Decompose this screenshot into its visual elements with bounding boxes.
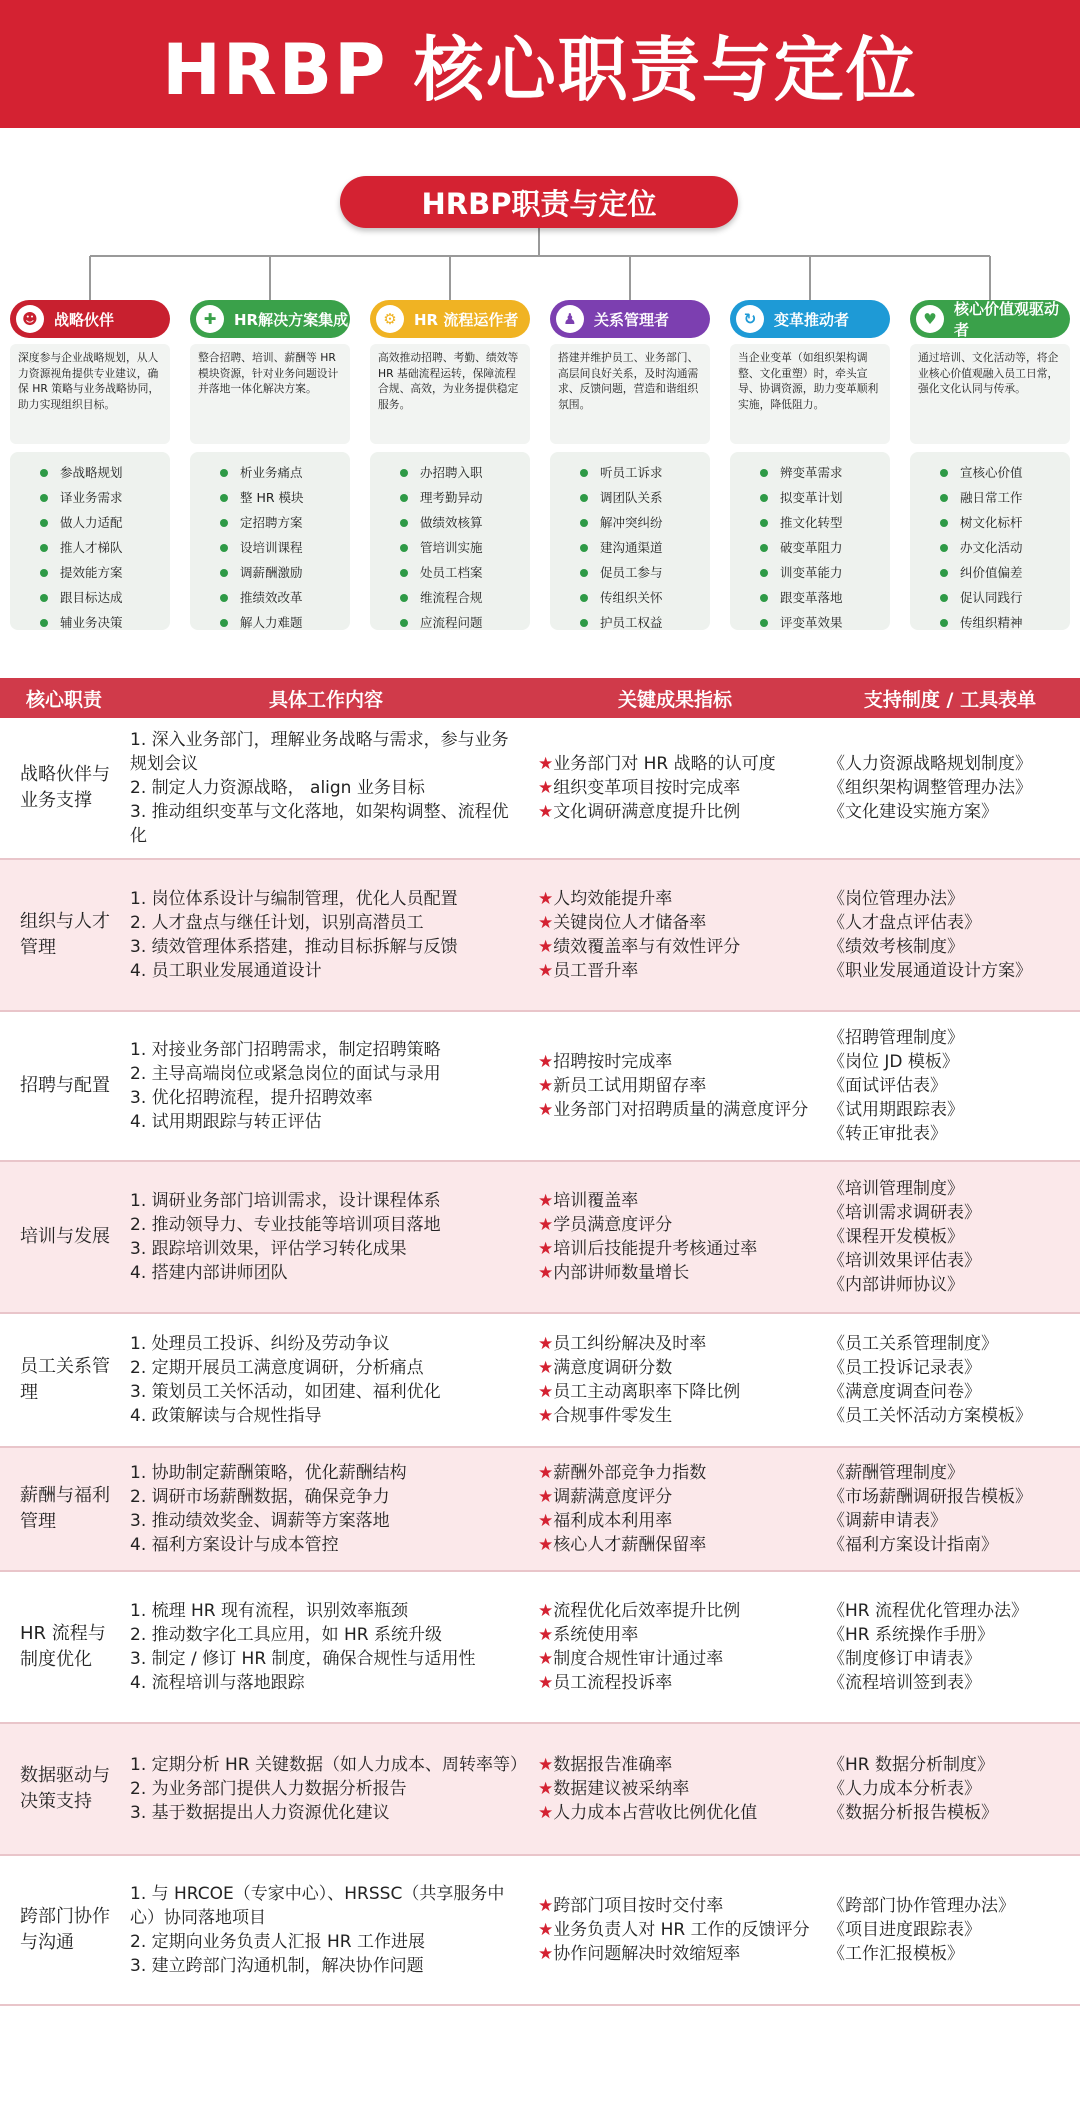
work-item: 1. 调研业务部门培训需求，设计课程体系	[130, 1191, 441, 1211]
tool-item: 《转正审批表》	[828, 1124, 947, 1144]
kpi-item	[538, 887, 812, 911]
kpi-text: 培训后技能提升考核通过率	[553, 1239, 758, 1259]
kpi-item	[538, 1942, 812, 1966]
kpi-text: 系统使用率	[553, 1625, 639, 1645]
star-icon: ★	[538, 1535, 554, 1555]
star-icon: ★	[538, 1896, 554, 1916]
tools-cell	[820, 1161, 1080, 1313]
kpi-item	[538, 1098, 812, 1122]
star-icon: ★	[538, 1215, 554, 1235]
tool-item: 《HR 数据分析制度》	[828, 1755, 994, 1775]
kpi-item	[538, 1356, 812, 1380]
kpi-item	[538, 1599, 812, 1623]
kpi-item	[538, 1074, 812, 1098]
star-icon: ★	[538, 1406, 554, 1426]
kpi-text: 人力成本占营收比例优化值	[553, 1803, 758, 1823]
list-item: 融日常工作	[938, 485, 1070, 510]
duty-cell: 战略伙伴与业务支撑	[20, 764, 110, 811]
list-item: 推文化转型	[758, 510, 890, 535]
role-column	[370, 300, 530, 630]
kpi-item	[538, 1213, 812, 1237]
tool-item: 《人力成本分析表》	[828, 1779, 981, 1799]
list-item: 调薪酬激励	[218, 560, 350, 585]
tool-item: 《绩效考核制度》	[828, 937, 964, 957]
work-item: 3. 基于数据提出人力资源优化建议	[130, 1803, 390, 1823]
list-item: 跟目标达成	[38, 585, 170, 610]
table-row	[0, 1161, 1080, 1313]
header-work: 具体工作内容	[122, 678, 530, 718]
tools-cell	[820, 1855, 1080, 2005]
role-column	[190, 300, 350, 630]
kpi-item	[538, 1647, 812, 1671]
work-item: 1. 处理员工投诉、纠纷及劳动争议	[130, 1334, 390, 1354]
table-row	[0, 859, 1080, 1011]
work-item: 4. 搭建内部讲师团队	[130, 1263, 288, 1283]
star-icon: ★	[538, 1511, 554, 1531]
star-icon: ★	[538, 1920, 554, 1940]
kpi-item	[538, 1623, 812, 1647]
tools-cell	[820, 1571, 1080, 1723]
tool-item: 《招聘管理制度》	[828, 1028, 964, 1048]
star-icon: ★	[538, 1052, 554, 1072]
star-icon: ★	[538, 1944, 554, 1964]
kpi-item	[538, 1237, 812, 1261]
person-icon: ☻	[16, 305, 44, 333]
list-item: 建沟通渠道	[578, 535, 710, 560]
star-icon: ★	[538, 1191, 554, 1211]
table-row	[0, 1011, 1080, 1161]
tool-item: 《满意度调查问卷》	[828, 1382, 981, 1402]
list-item: 训变革能力	[758, 560, 890, 585]
list-item: 理考勤异动	[398, 485, 530, 510]
tools-cell	[820, 1313, 1080, 1447]
kpi-cell	[530, 1855, 820, 2005]
list-item: 促员工参与	[578, 560, 710, 585]
tools-cell	[820, 1011, 1080, 1161]
kpi-text: 组织变革项目按时完成率	[553, 778, 741, 798]
tool-item: 《内部讲师协议》	[828, 1275, 964, 1295]
star-icon: ★	[538, 754, 554, 774]
tools-cell	[820, 718, 1080, 859]
kpi-item	[538, 1509, 812, 1533]
work-item: 2. 为业务部门提供人力数据分析报告	[130, 1779, 407, 1799]
kpi-text: 福利成本利用率	[553, 1511, 673, 1531]
kpi-text: 数据报告准确率	[553, 1755, 673, 1775]
kpi-item	[538, 1189, 812, 1213]
kpi-item	[538, 1894, 812, 1918]
tool-item: 《职业发展通道设计方案》	[828, 961, 1032, 981]
role-name: 关系管理者	[594, 310, 670, 329]
kpi-text: 新员工试用期留存率	[553, 1076, 707, 1096]
kpi-cell	[530, 718, 820, 859]
kpi-cell	[530, 1571, 820, 1723]
tool-item: 《制度修订申请表》	[828, 1649, 981, 1669]
list-item: 管培训实施	[398, 535, 530, 560]
list-item: 处员工档案	[398, 560, 530, 585]
work-item: 1. 梳理 HR 现有流程，识别效率瓶颈	[130, 1601, 409, 1621]
kpi-text: 协作问题解决时效缩短率	[553, 1944, 741, 1964]
work-item: 2. 调研市场薪酬数据，确保竞争力	[130, 1487, 390, 1507]
role-description: 通过培训、文化活动等，将企业核心价值观融入员工日常，强化文化认同与传承。	[910, 344, 1070, 444]
duty-cell: 数据驱动与决策支持	[0, 1723, 122, 1855]
work-cell	[122, 1161, 530, 1313]
table-header-row	[0, 678, 1080, 718]
table-row	[0, 1571, 1080, 1723]
kpi-text: 跨部门项目按时交付率	[553, 1896, 724, 1916]
kpi-item	[538, 911, 812, 935]
list-item: 析业务痛点	[218, 460, 350, 485]
work-item: 3. 推动组织变革与文化落地，如架构调整、流程优化	[130, 802, 509, 846]
kpi-text: 文化调研满意度提升比例	[553, 802, 741, 822]
kpi-cell	[530, 1011, 820, 1161]
duty-cell: 薪酬与福利管理	[0, 1447, 122, 1571]
tool-item: 《跨部门协作管理办法》	[828, 1896, 1015, 1916]
work-item: 4. 流程培训与落地跟踪	[130, 1673, 305, 1693]
tool-item: 《流程培训签到表》	[828, 1673, 981, 1693]
kpi-text: 制度合规性审计通过率	[553, 1649, 724, 1669]
duty-cell: 组织与人才管理	[0, 859, 122, 1011]
work-item: 1. 对接业务部门招聘需求，制定招聘策略	[130, 1040, 441, 1060]
list-item: 传组织精神	[938, 610, 1070, 635]
tool-item: 《岗位 JD 模板》	[828, 1052, 959, 1072]
work-item: 3. 建立跨部门沟通机制，解决协作问题	[130, 1956, 424, 1976]
work-item: 2. 推动领导力、专业技能等培训项目落地	[130, 1215, 441, 1235]
list-item: 设培训课程	[218, 535, 350, 560]
list-item: 推人才梯队	[38, 535, 170, 560]
role-chip	[370, 300, 530, 338]
kpi-item	[538, 1533, 812, 1557]
role-column	[910, 300, 1070, 630]
heart-icon: ♥	[916, 305, 944, 333]
star-icon: ★	[538, 961, 554, 981]
tool-item: 《培训需求调研表》	[828, 1203, 981, 1223]
role-name: HR 流程运作者	[414, 310, 519, 329]
kpi-cell	[530, 859, 820, 1011]
duty-cell: 招聘与配置	[20, 1075, 110, 1096]
duties-table	[0, 678, 1080, 2006]
kpi-text: 人均效能提升率	[553, 889, 673, 909]
kpi-item	[538, 1404, 812, 1428]
connector-lines	[0, 128, 1080, 328]
kpi-item	[538, 1050, 812, 1074]
star-icon: ★	[538, 913, 554, 933]
role-name: 核心价值观驱动者	[954, 300, 1060, 339]
role-tasks	[910, 452, 1070, 630]
kpi-item	[538, 776, 812, 800]
tool-item: 《培训管理制度》	[828, 1179, 964, 1199]
work-item: 3. 策划员工关怀活动，如团建、福利优化	[130, 1382, 441, 1402]
star-icon: ★	[538, 889, 554, 909]
tool-item: 《薪酬管理制度》	[828, 1463, 964, 1483]
work-item: 3. 绩效管理体系搭建，推动目标拆解与反馈	[130, 937, 458, 957]
table-row	[0, 1447, 1080, 1571]
role-tasks	[730, 452, 890, 630]
star-icon: ★	[538, 802, 554, 822]
kpi-item	[538, 1332, 812, 1356]
role-tasks	[550, 452, 710, 630]
kpi-text: 合规事件零发生	[553, 1406, 673, 1426]
work-item: 4. 试用期跟踪与转正评估	[130, 1112, 322, 1132]
tool-item: 《调薪申请表》	[828, 1511, 947, 1531]
tool-item: 《人力资源战略规划制度》	[828, 754, 1032, 774]
work-item: 1. 深入业务部门，理解业务战略与需求，参与业务规划会议	[130, 730, 509, 774]
role-chip	[730, 300, 890, 338]
list-item: 听员工诉求	[578, 460, 710, 485]
list-item: 提效能方案	[38, 560, 170, 585]
star-icon: ★	[538, 1239, 554, 1259]
tool-item: 《数据分析报告模板》	[828, 1803, 998, 1823]
kpi-cell	[530, 1161, 820, 1313]
tool-item: 《员工关系管理制度》	[828, 1334, 998, 1354]
kpi-item	[538, 935, 812, 959]
list-item: 解冲突纠纷	[578, 510, 710, 535]
kpi-item	[538, 1801, 812, 1825]
role-description: 当企业变革（如组织架构调整、文化重塑）时，牵头宣导、协调资源，助力变革顺利实施，降低阻力。	[730, 344, 890, 444]
tool-item: 《工作汇报模板》	[828, 1944, 964, 1964]
star-icon: ★	[538, 778, 554, 798]
work-cell	[122, 1855, 530, 2005]
tools-cell	[820, 1447, 1080, 1571]
tool-item: 《HR 流程优化管理办法》	[828, 1601, 1028, 1621]
star-icon: ★	[538, 1358, 554, 1378]
star-icon: ★	[538, 1076, 554, 1096]
work-item: 3. 优化招聘流程，提升招聘效率	[130, 1088, 373, 1108]
people-icon: ♟	[556, 305, 584, 333]
work-item: 3. 推动绩效奖金、调薪等方案落地	[130, 1511, 390, 1531]
kpi-text: 绩效覆盖率与有效性评分	[553, 937, 741, 957]
roles-section	[0, 128, 1080, 630]
work-item: 3. 跟踪培训效果，评估学习转化成果	[130, 1239, 407, 1259]
tool-item: 《课程开发模板》	[828, 1227, 964, 1247]
kpi-text: 核心人才薪酬保留率	[553, 1535, 707, 1555]
kpi-text: 业务部门对招聘质量的满意度评分	[553, 1100, 809, 1120]
kpi-item	[538, 1485, 812, 1509]
list-item: 传组织关怀	[578, 585, 710, 610]
role-description: 高效推动招聘、考勤、绩效等 HR 基础流程运转，保障流程合规、高效，为业务提供稳定服务。	[370, 344, 530, 444]
star-icon: ★	[538, 1100, 554, 1120]
tool-item: 《福利方案设计指南》	[828, 1535, 998, 1555]
kpi-text: 员工纠纷解决及时率	[553, 1334, 707, 1354]
star-icon: ★	[538, 1601, 554, 1621]
work-item: 1. 定期分析 HR 关键数据（如人力成本、周转率等）	[130, 1755, 528, 1775]
role-tasks	[370, 452, 530, 630]
tool-item: 《试用期跟踪表》	[828, 1100, 964, 1120]
list-item: 树文化标杆	[938, 510, 1070, 535]
kpi-text: 内部讲师数量增长	[553, 1263, 690, 1283]
role-description: 深度参与企业战略规划，从人力资源视角提供专业建议，确保 HR 策略与业务战略协同，助力实现组织目标。	[10, 344, 170, 444]
role-chip	[190, 300, 350, 338]
work-cell	[122, 1011, 530, 1161]
work-cell	[122, 859, 530, 1011]
kpi-text: 员工晋升率	[553, 961, 639, 981]
work-item: 2. 制定人力资源战略， align 业务目标	[130, 778, 425, 798]
kpi-item	[538, 959, 812, 983]
duty-cell: 员工关系管理	[20, 1356, 110, 1403]
kpi-text: 调薪满意度评分	[553, 1487, 673, 1507]
subtitle-pill: HRBP职责与定位	[340, 176, 738, 228]
tool-item: 《人才盘点评估表》	[828, 913, 981, 933]
work-item: 2. 人才盘点与继任计划，识别高潜员工	[130, 913, 424, 933]
role-name: HR解决方案集成	[234, 310, 349, 329]
list-item: 定招聘方案	[218, 510, 350, 535]
star-icon: ★	[538, 1755, 554, 1775]
tool-item: 《员工关怀活动方案模板》	[828, 1406, 1032, 1426]
work-cell	[122, 1723, 530, 1855]
work-item: 4. 政策解读与合规性指导	[130, 1406, 322, 1426]
list-item: 护员工权益	[578, 610, 710, 635]
role-column	[550, 300, 710, 630]
star-icon: ★	[538, 1382, 554, 1402]
role-description: 搭建并维护员工、业务部门、高层间良好关系，及时沟通需求、反馈问题，营造和谐组织氛围。	[550, 344, 710, 444]
star-icon: ★	[538, 1779, 554, 1799]
star-icon: ★	[538, 1263, 554, 1283]
work-item: 4. 员工职业发展通道设计	[130, 961, 322, 981]
list-item: 解人力难题	[218, 610, 350, 635]
role-chip	[10, 300, 170, 338]
puzzle-icon: ✚	[196, 305, 224, 333]
work-item: 3. 制定 / 修订 HR 制度，确保合规性与适用性	[130, 1649, 476, 1669]
role-tasks	[10, 452, 170, 630]
kpi-item	[538, 1918, 812, 1942]
title-banner	[0, 0, 1080, 128]
role-description: 整合招聘、培训、薪酬等 HR 模块资源，针对业务问题设计并落地一体化解决方案。	[190, 344, 350, 444]
page-title: HRBP 核心职责与定位	[162, 28, 918, 111]
list-item: 拟变革计划	[758, 485, 890, 510]
list-item: 做绩效核算	[398, 510, 530, 535]
list-item: 办文化活动	[938, 535, 1070, 560]
work-item: 2. 定期开展员工满意度调研，分析痛点	[130, 1358, 424, 1378]
kpi-text: 薪酬外部竞争力指数	[553, 1463, 707, 1483]
gear-icon: ⚙	[376, 305, 404, 333]
duty-cell: 跨部门协作与沟通	[20, 1906, 110, 1953]
kpi-text: 员工主动离职率下降比例	[553, 1382, 741, 1402]
star-icon: ★	[538, 1334, 554, 1354]
star-icon: ★	[538, 1673, 554, 1693]
list-item: 促认同践行	[938, 585, 1070, 610]
work-item: 2. 推动数字化工具应用，如 HR 系统升级	[130, 1625, 443, 1645]
table-row	[0, 1855, 1080, 2005]
kpi-cell	[530, 1447, 820, 1571]
star-icon: ★	[538, 1649, 554, 1669]
kpi-text: 数据建议被采纳率	[553, 1779, 690, 1799]
list-item: 评变革效果	[758, 610, 890, 635]
kpi-item	[538, 1380, 812, 1404]
role-chip	[910, 300, 1070, 338]
kpi-text: 招聘按时完成率	[553, 1052, 673, 1072]
table-row	[0, 1313, 1080, 1447]
work-cell	[122, 1313, 530, 1447]
tool-item: 《岗位管理办法》	[828, 889, 964, 909]
star-icon: ★	[538, 1803, 554, 1823]
work-item: 1. 岗位体系设计与编制管理，优化人员配置	[130, 889, 458, 909]
refresh-icon: ↻	[736, 305, 764, 333]
kpi-text: 关键岗位人才储备率	[553, 913, 707, 933]
tool-item: 《项目进度跟踪表》	[828, 1920, 981, 1940]
kpi-item	[538, 1777, 812, 1801]
role-name: 战略伙伴	[54, 310, 115, 329]
duty-cell: HR 流程与制度优化	[20, 1623, 106, 1670]
table-row	[0, 1723, 1080, 1855]
role-chip	[550, 300, 710, 338]
list-item: 推绩效改革	[218, 585, 350, 610]
list-item: 办招聘入职	[398, 460, 530, 485]
tool-item: 《市场薪酬调研报告模板》	[828, 1487, 1032, 1507]
header-tools: 支持制度 / 工具表单	[820, 678, 1080, 718]
list-item: 做人力适配	[38, 510, 170, 535]
kpi-text: 业务负责人对 HR 工作的反馈评分	[553, 1920, 810, 1940]
kpi-item	[538, 1261, 812, 1285]
work-item: 1. 与 HRCOE（专家中心）、HRSSC（共享服务中心）协同落地项目	[130, 1884, 505, 1928]
tool-item: 《文化建设实施方案》	[828, 802, 998, 822]
tools-cell	[820, 1723, 1080, 1855]
table-row	[0, 718, 1080, 859]
kpi-text: 培训覆盖率	[553, 1191, 639, 1211]
star-icon: ★	[538, 937, 554, 957]
list-item: 参战略规划	[38, 460, 170, 485]
work-item: 4. 福利方案设计与成本管控	[130, 1535, 339, 1555]
role-column	[730, 300, 890, 630]
duty-cell: 培训与发展	[0, 1161, 122, 1313]
list-item: 整 HR 模块	[218, 485, 350, 510]
work-cell	[122, 718, 530, 859]
kpi-cell	[530, 1313, 820, 1447]
tool-item: 《员工投诉记录表》	[828, 1358, 981, 1378]
list-item: 译业务需求	[38, 485, 170, 510]
star-icon: ★	[538, 1463, 554, 1483]
role-column	[10, 300, 170, 630]
list-item: 跟变革落地	[758, 585, 890, 610]
tool-item: 《HR 系统操作手册》	[828, 1625, 994, 1645]
kpi-item	[538, 800, 812, 824]
list-item: 纠价值偏差	[938, 560, 1070, 585]
kpi-text: 流程优化后效率提升比例	[553, 1601, 741, 1621]
list-item: 维流程合规	[398, 585, 530, 610]
list-item: 调团队关系	[578, 485, 710, 510]
list-item: 应流程问题	[398, 610, 530, 635]
kpi-item	[538, 752, 812, 776]
list-item: 辅业务决策	[38, 610, 170, 635]
kpi-text: 满意度调研分数	[553, 1358, 673, 1378]
work-item: 2. 主导高端岗位或紧急岗位的面试与录用	[130, 1064, 441, 1084]
header-kpi: 关键成果指标	[530, 678, 820, 718]
kpi-item	[538, 1671, 812, 1695]
work-item: 2. 定期向业务负责人汇报 HR 工作进展	[130, 1932, 426, 1952]
kpi-text: 业务部门对 HR 战略的认可度	[553, 754, 776, 774]
role-tasks	[190, 452, 350, 630]
tool-item: 《面试评估表》	[828, 1076, 947, 1096]
star-icon: ★	[538, 1625, 554, 1645]
kpi-cell	[530, 1723, 820, 1855]
star-icon: ★	[538, 1487, 554, 1507]
work-item: 1. 协助制定薪酬策略，优化薪酬结构	[130, 1463, 407, 1483]
work-cell	[122, 1447, 530, 1571]
role-name: 变革推动者	[774, 310, 850, 329]
tools-cell	[820, 859, 1080, 1011]
header-duty: 核心职责	[0, 678, 122, 718]
list-item: 辨变革需求	[758, 460, 890, 485]
list-item: 宣核心价值	[938, 460, 1070, 485]
kpi-item	[538, 1461, 812, 1485]
kpi-text: 员工流程投诉率	[553, 1673, 673, 1693]
kpi-item	[538, 1753, 812, 1777]
tool-item: 《组织架构调整管理办法》	[828, 778, 1032, 798]
work-cell	[122, 1571, 530, 1723]
tool-item: 《培训效果评估表》	[828, 1251, 981, 1271]
kpi-text: 学员满意度评分	[553, 1215, 673, 1235]
list-item: 破变革阻力	[758, 535, 890, 560]
